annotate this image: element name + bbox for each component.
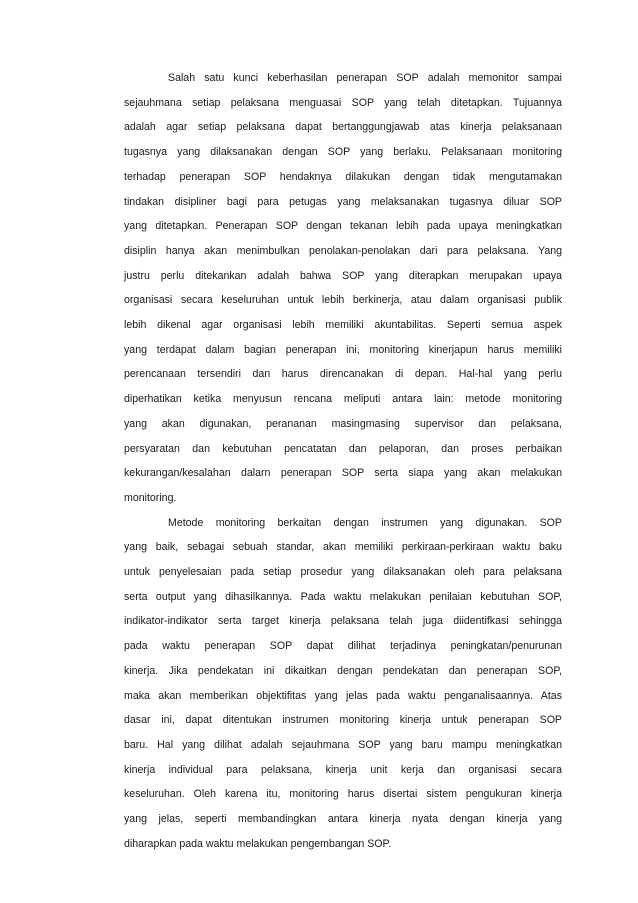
paragraph-2-line-6: pada waktu penerapan SOP dapat dilihat terjadinya peningkatan/penurunan [124,640,562,653]
paragraph-2-line-14: diharapkan pada waktu melakukan pengembangan SOP. [124,837,392,850]
paragraph-1-line-12: yang terdapat dalam bagian penerapan ini, monitoring kinerjapun harus memiliki [124,343,562,356]
paragraph-2-line-5: indikator-indikator serta target kinerja pelaksana telah juga diidentifkasi sehingga [124,615,562,628]
paragraph-1-line-16: persyaratan dan kebutuhan pencatatan dan pelaporan, dan proses perbaikan [124,442,562,455]
paragraph-2-line-11: kinerja individual para pelaksana, kinerja unit kerja dan organisasi secara [124,763,562,776]
paragraph-2-line-13: yang jelas, seperti membandingkan antara kinerja nyata dengan kinerja yang [124,813,562,825]
paragraph-1-line-4: tugasnya yang dilaksanakan dengan SOP yang berlaku. Pelaksanaan monitoring [124,146,562,159]
paragraph-2-line-1: Metode monitoring berkaitan dengan instrumen yang digunakan. SOP [168,516,562,529]
paragraph-2-line-10: baru. Hal yang dilihat adalah sejauhmana SOP yang baru mampu meningkatkan [124,738,562,751]
paragraph-1-line-5: terhadap penerapan SOP hendaknya dilakukan dengan tidak mengutamakan [124,170,562,183]
paragraph-2-line-9: dasar ini, dapat ditentukan instrumen monitoring kinerja untuk penerapan SOP [124,714,562,727]
paragraph-2-line-12: keseluruhan. Oleh karena itu, monitoring harus disertai sistem pengukuran kinerja [124,788,562,801]
paragraph-1-line-10: organisasi secara keseluruhan untuk lebih berkinerja, atau dalam organisasi publik [124,294,562,307]
paragraph-1-line-13: perencanaan tersendiri dan harus direncanakan di depan. Hal-hal yang perlu [124,368,562,381]
paragraph-2-line-8: maka akan memberikan objektifitas yang jelas pada waktu penganalisaannya. Atas [124,689,562,702]
paragraph-2-line-3: untuk penyelesaian pada setiap prosedur yang dilaksanakan oleh para pelaksana [124,566,562,578]
paragraph-2-line-2: yang baik, sebagai sebuah standar, akan memiliki perkiraan-perkiraan waktu baku [124,541,562,554]
paragraph-1-line-2: sejauhmana setiap pelaksana menguasai SOP yang telah ditetapkan. Tujuannya [124,96,562,109]
paragraph-1-line-14: diperhatikan ketika menyusun rencana meliputi antara lain: metode monitoring [124,393,562,406]
paragraph-1-line-11: lebih dikenal agar organisasi lebih memiliki akuntabilitas. Seperti semua aspek [124,319,562,331]
paragraph-1-line-17: kekurangan/kesalahan dalarn penerapan SOP serta siapa yang akan melakukan [124,467,562,480]
paragraph-2-line-4: serta output yang dihasilkannya. Pada waktu melakukan penilaian kebutuhan SOP, [124,590,562,603]
paragraph-1-line-3: adalah agar setiap pelaksana dapat bertanggungjawab atas kinerja pelaksanaan [124,121,562,134]
paragraph-1-line-1: Salah satu kunci keberhasilan penerapan SOP adalah memonitor sampai [168,72,562,84]
paragraph-1-line-15: yang akan digunakan, perananan masingmasing supervisor dan pelaksana, [124,417,562,430]
paragraph-1-line-18: monitoring. [124,491,177,504]
paragraph-1-line-9: justru perlu ditekankan adalah bahwa SOP yang diterapkan merupakan upaya [124,269,562,282]
paragraph-1-line-6: tindakan disipliner bagi para petugas yang melaksanakan tugasnya diluar SOP [124,195,562,208]
paragraph-1-line-8: disiplin hanya akan menimbulkan penolakan-penolakan dari para pelaksana. Yang [124,244,562,257]
paragraph-1-line-7: yang ditetapkan. Penerapan SOP dengan tekanan lebih pada upaya meningkatkan [124,220,562,233]
paragraph-2-line-7: kinerja. Jika pendekatan ini dikaitkan dengan pendekatan dan penerapan SOP, [124,664,562,677]
